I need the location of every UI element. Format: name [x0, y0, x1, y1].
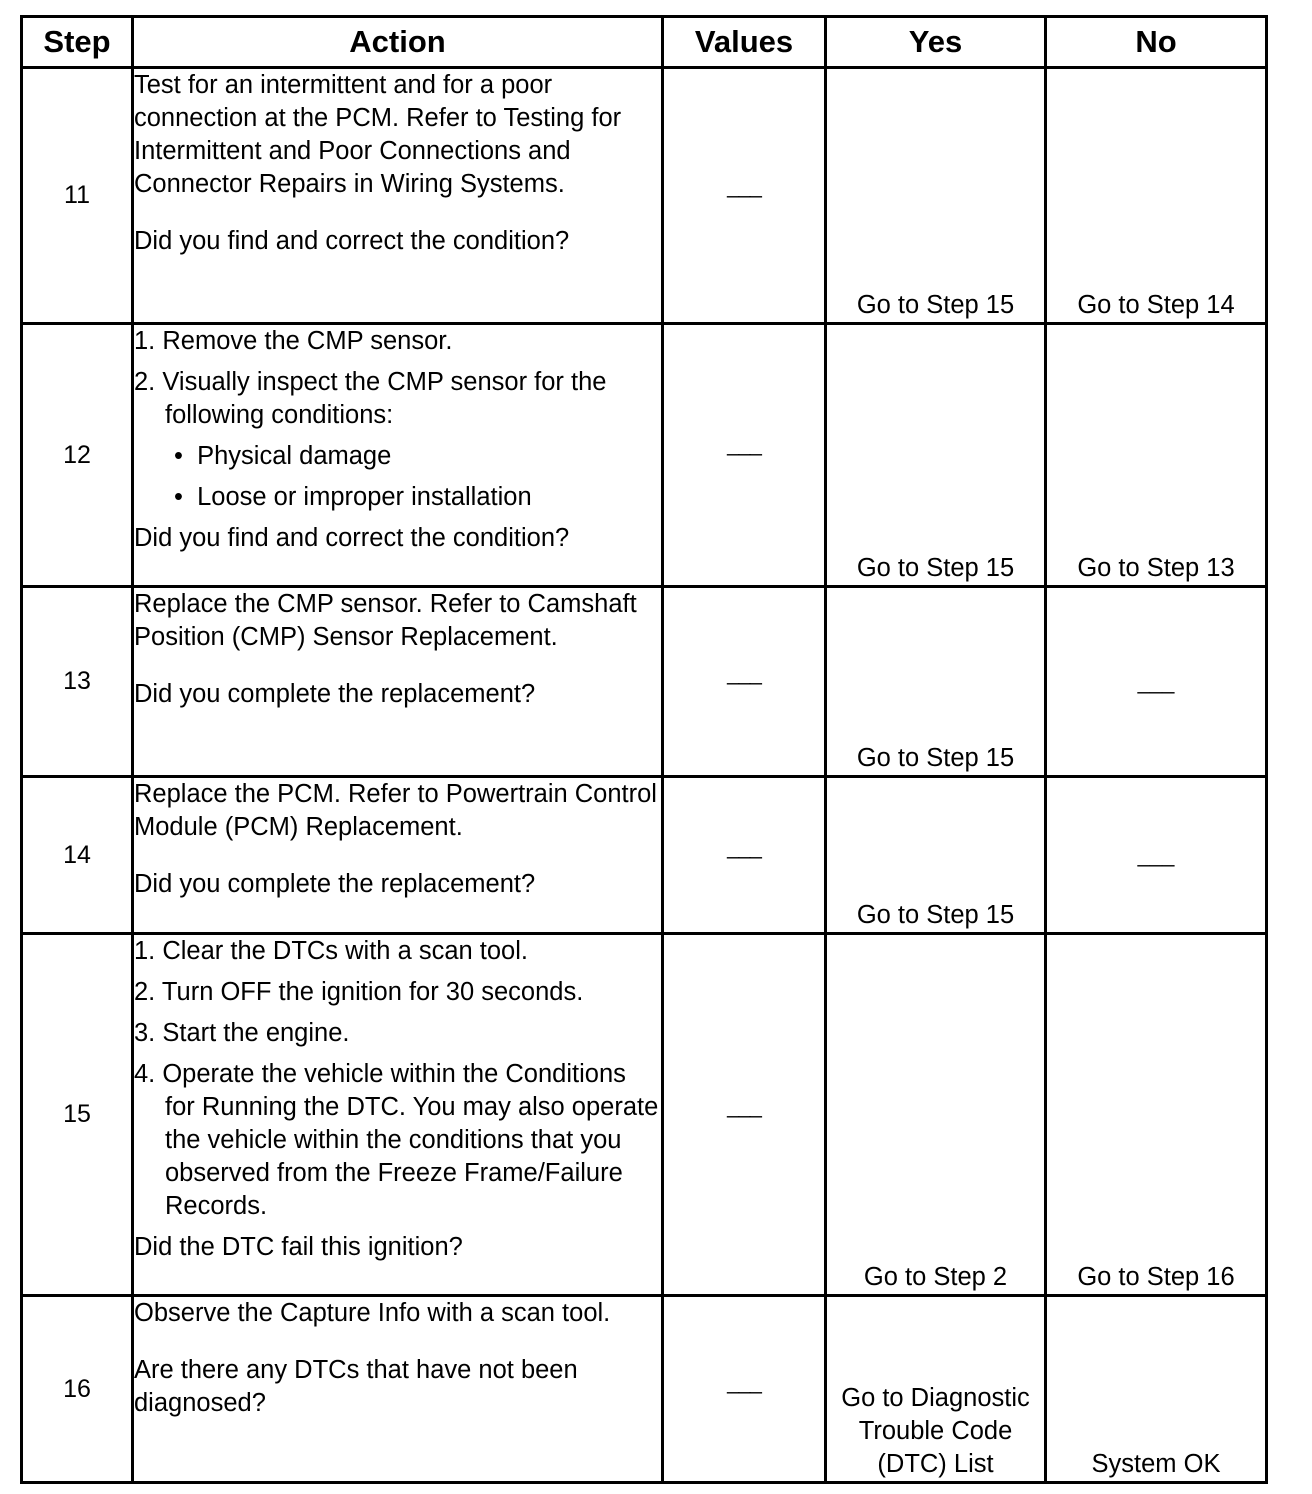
step-number: 14 — [22, 777, 133, 934]
action-item: 3. Start the engine. — [134, 1019, 350, 1047]
header-no: No — [1046, 17, 1267, 68]
action-item: 1. Clear the DTCs with a scan tool. — [134, 937, 528, 965]
action-question: Did you complete the replacement? — [134, 870, 536, 898]
step-number: 13 — [22, 587, 133, 777]
table-row — [22, 587, 1267, 777]
no-cell: ___ — [1046, 587, 1267, 777]
header-action: Action — [133, 17, 663, 68]
action-item: 2. Turn OFF the ignition for 30 seconds. — [134, 978, 584, 1006]
action-item: 2. Visually inspect the CMP sensor for the following conditions: — [134, 368, 607, 429]
action-item: 4. Operate the vehicle within the Conditions for Running the DTC. You may also operate the vehicle within the conditions that you observed from the Freeze Frame/Failure Records. — [134, 1060, 659, 1220]
no-cell: Go to Step 13 — [1046, 324, 1267, 587]
yes-cell: Go to Step 15 — [826, 587, 1046, 777]
values-cell — [663, 1296, 826, 1483]
step-number: 16 — [22, 1296, 133, 1483]
values-dash: ___ — [727, 1369, 761, 1394]
action-question: Did you find and correct the condition? — [134, 227, 570, 255]
yes-cell: Go to Step 15 — [826, 68, 1046, 324]
action-cell — [133, 1296, 663, 1483]
values-cell — [663, 777, 826, 934]
yes-cell: Go to Step 15 — [826, 777, 1046, 934]
diagnostic-table — [20, 15, 1268, 1484]
no-cell: ___ — [1046, 777, 1267, 934]
bullet-item: • Physical damage — [174, 442, 392, 470]
values-dash: ___ — [727, 834, 761, 859]
no-cell: Go to Step 16 — [1046, 934, 1267, 1296]
action-question: Are there any DTCs that have not been diagnosed? — [134, 1356, 578, 1417]
bullet-item: • Loose or improper installation — [174, 483, 532, 511]
table-row — [22, 1296, 1267, 1483]
step-number: 15 — [22, 934, 133, 1296]
step-number: 12 — [22, 324, 133, 587]
action-item: 1. Remove the CMP sensor. — [134, 327, 453, 355]
step-number: 11 — [22, 68, 133, 324]
values-dash: ___ — [727, 660, 761, 685]
header-step: Step — [22, 17, 133, 68]
action-cell — [133, 587, 663, 777]
values-dash: ___ — [727, 173, 761, 198]
header-row — [22, 17, 1267, 68]
values-dash: ___ — [727, 431, 761, 456]
header-yes: Yes — [826, 17, 1046, 68]
values-cell — [663, 934, 826, 1296]
action-text: Replace the PCM. Refer to Powertrain Control Module (PCM) Replacement. — [134, 780, 657, 841]
table-row — [22, 68, 1267, 324]
no-cell: System OK — [1046, 1296, 1267, 1483]
yes-cell: Go to Step 15 — [826, 324, 1046, 587]
header-values: Values — [663, 17, 826, 68]
table-row — [22, 324, 1267, 587]
yes-cell: Go to Diagnostic Trouble Code (DTC) List — [826, 1296, 1046, 1483]
values-cell — [663, 324, 826, 587]
table-row — [22, 934, 1267, 1296]
action-text: Test for an intermittent and for a poor connection at the PCM. Refer to Testing for Intermittent and Poor Connections and Connector Repairs in Wiring Systems. — [134, 71, 622, 198]
action-cell — [133, 934, 663, 1296]
action-question: Did you complete the replacement? — [134, 680, 536, 708]
action-text: Observe the Capture Info with a scan tool. — [134, 1299, 611, 1327]
table-row — [22, 777, 1267, 934]
values-cell — [663, 587, 826, 777]
action-question: Did the DTC fail this ignition? — [134, 1233, 463, 1261]
action-cell — [133, 777, 663, 934]
action-text: Replace the CMP sensor. Refer to Camshaft Position (CMP) Sensor Replacement. — [134, 590, 637, 651]
action-cell — [133, 324, 663, 587]
yes-cell: Go to Step 2 — [826, 934, 1046, 1296]
values-cell — [663, 68, 826, 324]
action-question: Did you find and correct the condition? — [134, 524, 570, 552]
values-dash: ___ — [727, 1093, 761, 1118]
action-cell — [133, 68, 663, 324]
no-cell: Go to Step 14 — [1046, 68, 1267, 324]
